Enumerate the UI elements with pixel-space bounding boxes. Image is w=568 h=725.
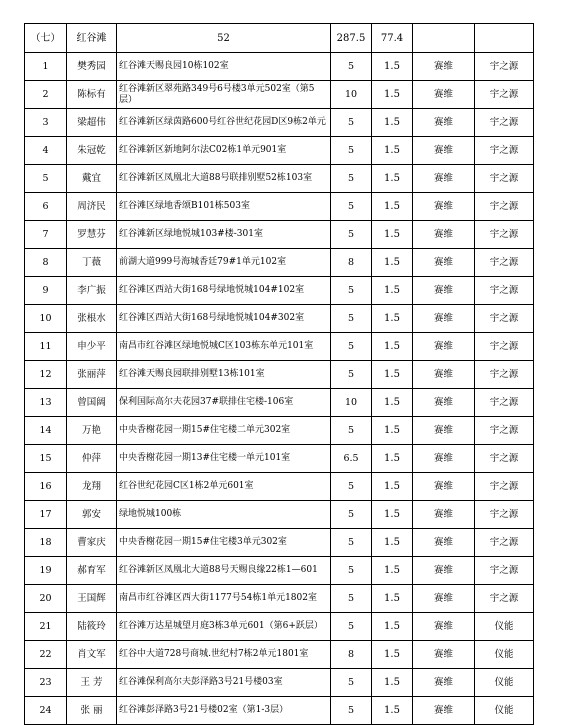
owner-name: 肖文军: [67, 641, 117, 669]
install-address: 南昌市红谷滩区西大街1177号54栋1单元1802室: [117, 585, 331, 613]
district-name: 红谷滩: [67, 24, 117, 53]
owner-name: 王国辉: [67, 585, 117, 613]
provider-name: 宇之源: [475, 473, 534, 501]
table-row: [25, 445, 534, 473]
installer-name: 赛维: [413, 249, 475, 277]
capacity-value: 5: [331, 137, 372, 165]
table-row: [25, 81, 534, 109]
provider-name: 宇之源: [475, 277, 534, 305]
row-number: 7: [25, 221, 67, 249]
table-row: [25, 417, 534, 445]
install-address: 红谷滩新区凤凰北大道88号天赐良缘22栋1—601: [117, 557, 331, 585]
owner-name: 罗慧芬: [67, 221, 117, 249]
subsidy-value: 1.5: [372, 361, 413, 389]
subsidy-value: 1.5: [372, 305, 413, 333]
install-address: 红谷滩天赐良园10栋102室: [117, 53, 331, 81]
capacity-value: 5: [331, 669, 372, 697]
capacity-value: 5: [331, 473, 372, 501]
row-number: 21: [25, 613, 67, 641]
household-count: 52: [117, 24, 331, 53]
provider-name: 宇之源: [475, 305, 534, 333]
install-address: 中央香榭花园一期15#住宅楼3单元302室: [117, 529, 331, 557]
row-number: 3: [25, 109, 67, 137]
provider-name: 宇之源: [475, 221, 534, 249]
owner-name: 万艳: [67, 417, 117, 445]
provider-name: 仪能: [475, 697, 534, 725]
owner-name: 龙翔: [67, 473, 117, 501]
row-number: 11: [25, 333, 67, 361]
row-number: 23: [25, 669, 67, 697]
subsidy-value: 1.5: [372, 669, 413, 697]
subsidy-value: 1.5: [372, 249, 413, 277]
subsidy-value: 1.5: [372, 697, 413, 725]
subsidy-value: 1.5: [372, 165, 413, 193]
subsidy-value: 1.5: [372, 501, 413, 529]
capacity-value: 5: [331, 613, 372, 641]
capacity-value: 5: [331, 333, 372, 361]
installer-name: 赛维: [413, 221, 475, 249]
capacity-value: 5: [331, 221, 372, 249]
subsidy-value: 1.5: [372, 417, 413, 445]
installer-name: 赛维: [413, 473, 475, 501]
installer-name: 赛维: [413, 697, 475, 725]
row-number: 22: [25, 641, 67, 669]
table-row: [25, 137, 534, 165]
owner-name: 陆筱玲: [67, 613, 117, 641]
owner-name: 周济民: [67, 193, 117, 221]
installer-name: 赛维: [413, 81, 475, 109]
installation-table: [24, 23, 534, 725]
install-address: 红谷滩新区翠苑路349号6号楼3单元502室（第5层）: [117, 81, 331, 109]
provider-name: 宇之源: [475, 249, 534, 277]
provider-name: 宇之源: [475, 193, 534, 221]
subsidy-value: 1.5: [372, 333, 413, 361]
install-address: 红谷滩彭泽路3号21号楼02室（第1-3层）: [117, 697, 331, 725]
capacity-value: 5: [331, 305, 372, 333]
install-address: 红谷滩新区绿茵路600号红谷世纪花园D区9栋2单元: [117, 109, 331, 137]
table-row: [25, 109, 534, 137]
capacity-value: 5: [331, 193, 372, 221]
install-address: 红谷滩万达星城望月庭3栋3单元601（第6+跃层）: [117, 613, 331, 641]
table-row: [25, 529, 534, 557]
row-number: 17: [25, 501, 67, 529]
table-row: [25, 305, 534, 333]
subsidy-value: 1.5: [372, 81, 413, 109]
table-row: [25, 669, 534, 697]
subsidy-value: 1.5: [372, 585, 413, 613]
subsidy-value: 1.5: [372, 613, 413, 641]
capacity-value: 5: [331, 361, 372, 389]
owner-name: 曾国阔: [67, 389, 117, 417]
install-address: 红谷滩新区新地阿尔法C02栋1单元901室: [117, 137, 331, 165]
section-header-row: [25, 24, 534, 53]
row-number: 12: [25, 361, 67, 389]
provider-name: 宇之源: [475, 53, 534, 81]
install-address: 红谷滩区绿地香颂B101栋503室: [117, 193, 331, 221]
table-row: [25, 333, 534, 361]
table-row: [25, 613, 534, 641]
row-number: 5: [25, 165, 67, 193]
table-row: [25, 641, 534, 669]
row-number: 24: [25, 697, 67, 725]
owner-name: 戴宜: [67, 165, 117, 193]
amount-total: 77.4: [372, 24, 413, 53]
table-row: [25, 165, 534, 193]
installer-name: 赛维: [413, 641, 475, 669]
installer-name: 赛维: [413, 669, 475, 697]
capacity-value: 5: [331, 557, 372, 585]
install-address: 红谷滩天赐良园联排别墅13栋101室: [117, 361, 331, 389]
row-number: 8: [25, 249, 67, 277]
provider-name: 宇之源: [475, 81, 534, 109]
table-row: [25, 361, 534, 389]
install-address: 南昌市红谷滩区绿地悦城C区103栋东单元101室: [117, 333, 331, 361]
row-number: 20: [25, 585, 67, 613]
owner-name: 陈标有: [67, 81, 117, 109]
capacity-value: 5: [331, 417, 372, 445]
row-number: 19: [25, 557, 67, 585]
capacity-value: 5: [331, 529, 372, 557]
owner-name: 梁超伟: [67, 109, 117, 137]
installer-name: 赛维: [413, 277, 475, 305]
owner-name: 李广振: [67, 277, 117, 305]
owner-name: 王 芳: [67, 669, 117, 697]
install-address: 绿地悦城100栋: [117, 501, 331, 529]
installer-name: 赛维: [413, 501, 475, 529]
installer-name: 赛维: [413, 137, 475, 165]
provider-name: 宇之源: [475, 557, 534, 585]
row-number: 18: [25, 529, 67, 557]
table-row: [25, 221, 534, 249]
subsidy-value: 1.5: [372, 277, 413, 305]
installer-name: 赛维: [413, 53, 475, 81]
capacity-value: 5: [331, 165, 372, 193]
table-row: [25, 585, 534, 613]
subsidy-value: 1.5: [372, 53, 413, 81]
provider-name: 仪能: [475, 669, 534, 697]
install-address: 中央香榭花园一期15#住宅楼二单元302室: [117, 417, 331, 445]
installer-name: 赛维: [413, 165, 475, 193]
install-address: 红谷中大道728号商城.世纪村7栋2单元1801室: [117, 641, 331, 669]
capacity-value: 8: [331, 249, 372, 277]
row-number: 16: [25, 473, 67, 501]
provider-name: 宇之源: [475, 137, 534, 165]
owner-name: 郝育军: [67, 557, 117, 585]
owner-name: 申少平: [67, 333, 117, 361]
capacity-value: 5: [331, 109, 372, 137]
owner-name: 丁薇: [67, 249, 117, 277]
installer-name: 赛维: [413, 557, 475, 585]
installer-name: 赛维: [413, 333, 475, 361]
install-address: 保利国际高尔夫花园37#联排住宅楼-106室: [117, 389, 331, 417]
provider-name: 宇之源: [475, 417, 534, 445]
install-address: 红谷滩保利高尔夫彭泽路3号21号楼03室: [117, 669, 331, 697]
provider-name: 宇之源: [475, 529, 534, 557]
table-row: [25, 193, 534, 221]
table-row: [25, 277, 534, 305]
subsidy-value: 1.5: [372, 389, 413, 417]
installer-name: 赛维: [413, 305, 475, 333]
owner-name: 张根水: [67, 305, 117, 333]
installer-name: 赛维: [413, 529, 475, 557]
header-blank-cell: [413, 24, 475, 53]
subsidy-value: 1.5: [372, 445, 413, 473]
subsidy-value: 1.5: [372, 137, 413, 165]
owner-name: 张丽萍: [67, 361, 117, 389]
installer-name: 赛维: [413, 417, 475, 445]
subsidy-value: 1.5: [372, 109, 413, 137]
table-row: [25, 53, 534, 81]
installer-name: 赛维: [413, 613, 475, 641]
installer-name: 赛维: [413, 361, 475, 389]
provider-name: 宇之源: [475, 333, 534, 361]
row-number: 13: [25, 389, 67, 417]
row-number: 4: [25, 137, 67, 165]
capacity-value: 5: [331, 697, 372, 725]
capacity-value: 5: [331, 53, 372, 81]
table-row: [25, 249, 534, 277]
row-number: 2: [25, 81, 67, 109]
provider-name: 宇之源: [475, 109, 534, 137]
table-row: [25, 501, 534, 529]
install-address: 红谷世纪花园C区1栋2单元601室: [117, 473, 331, 501]
row-number: 6: [25, 193, 67, 221]
provider-name: 宇之源: [475, 165, 534, 193]
provider-name: 宇之源: [475, 361, 534, 389]
provider-name: 宇之源: [475, 445, 534, 473]
row-number: 1: [25, 53, 67, 81]
installer-name: 赛维: [413, 585, 475, 613]
installer-name: 赛维: [413, 445, 475, 473]
installer-name: 赛维: [413, 109, 475, 137]
install-address: 中央香榭花园一期13#住宅楼一单元101室: [117, 445, 331, 473]
subsidy-value: 1.5: [372, 221, 413, 249]
installer-name: 赛维: [413, 389, 475, 417]
owner-name: 朱冠乾: [67, 137, 117, 165]
owner-name: 曹家庆: [67, 529, 117, 557]
capacity-value: 5: [331, 277, 372, 305]
subsidy-value: 1.5: [372, 557, 413, 585]
provider-name: 宇之源: [475, 389, 534, 417]
capacity-value: 6.5: [331, 445, 372, 473]
capacity-value: 10: [331, 81, 372, 109]
subsidy-value: 1.5: [372, 641, 413, 669]
capacity-value: 5: [331, 585, 372, 613]
table-row: [25, 697, 534, 725]
header-blank-cell: [475, 24, 534, 53]
subsidy-value: 1.5: [372, 473, 413, 501]
table-row: [25, 473, 534, 501]
section-number: （七）: [25, 24, 67, 53]
provider-name: 仪能: [475, 613, 534, 641]
capacity-value: 8: [331, 641, 372, 669]
install-address: 红谷滩区西站大街168号绿地悦城104#102室: [117, 277, 331, 305]
table-row: [25, 557, 534, 585]
row-number: 15: [25, 445, 67, 473]
subsidy-value: 1.5: [372, 193, 413, 221]
provider-name: 宇之源: [475, 585, 534, 613]
row-number: 10: [25, 305, 67, 333]
capacity-value: 5: [331, 501, 372, 529]
owner-name: 郭安: [67, 501, 117, 529]
install-address: 红谷滩新区凤凰北大道88号联排别墅52栋103室: [117, 165, 331, 193]
install-address: 红谷滩新区绿地悦城103#楼-301室: [117, 221, 331, 249]
area-total: 287.5: [331, 24, 372, 53]
owner-name: 樊秀园: [67, 53, 117, 81]
subsidy-value: 1.5: [372, 529, 413, 557]
provider-name: 宇之源: [475, 501, 534, 529]
install-address: 红谷滩区西站大街168号绿地悦城104#302室: [117, 305, 331, 333]
owner-name: 仲萍: [67, 445, 117, 473]
row-number: 14: [25, 417, 67, 445]
owner-name: 张 丽: [67, 697, 117, 725]
install-address: 前湖大道999号海城香廷79#1单元102室: [117, 249, 331, 277]
installer-name: 赛维: [413, 193, 475, 221]
row-number: 9: [25, 277, 67, 305]
table-row: [25, 389, 534, 417]
provider-name: 仪能: [475, 641, 534, 669]
capacity-value: 10: [331, 389, 372, 417]
